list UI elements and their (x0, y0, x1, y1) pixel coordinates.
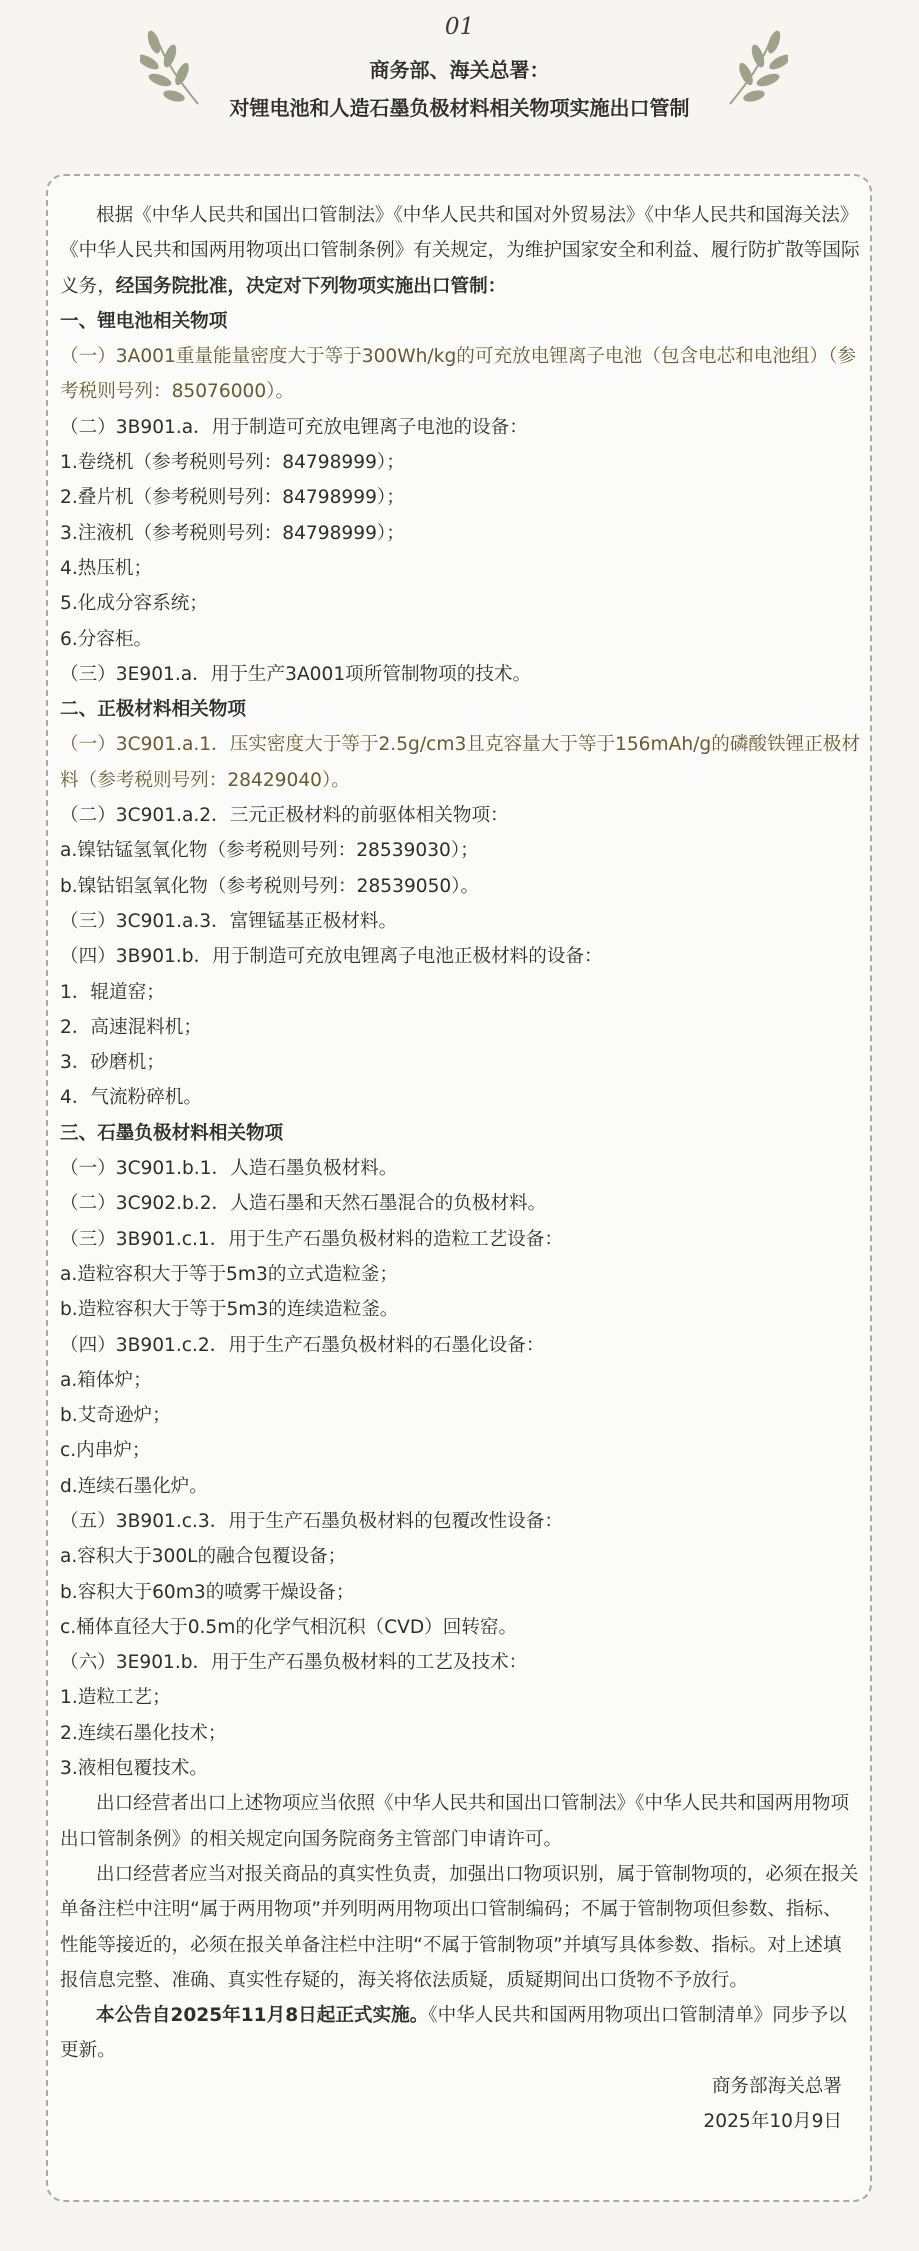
list-update-text: 《中华人民共和国两用物项出口管制清单》同步予以更新。 (60, 2005, 847, 2062)
section-2-item-2: （二）3C901.a.2．三元正极材料的前驱体相关物项： (60, 805, 509, 827)
list-item: c.桶体直径大于0.5m的化学气相沉积（CVD）回转窑。 (60, 1616, 518, 1638)
list-item: 4．气流粉碎机。 (60, 1087, 202, 1109)
customs-paragraph: 出口经营者应当对报关商品的真实性负责，加强出口物项识别，属于管制物项的，必须在报关单备注栏中注明“属于两用物项”并列明两用物项出口管制编码；不属于管制物项但参数、指标、性能等接近的，必须在报关单备注栏中注明“不属于管制物项”并填写具体参数、指标。对上述填报信息完整、准确、真实性存疑的，海关将依法质疑，质疑期间出口货物不予放行。 (60, 1863, 859, 1991)
section-3-title: 三、石墨负极材料相关物项 (60, 1122, 284, 1144)
list-item: 2.叠片机（参考税则号列：84798999）； (60, 487, 405, 509)
section-1-item-2: （二）3B901.a．用于制造可充放电锂离子电池的设备： (60, 416, 528, 438)
list-item: 1.卷绕机（参考税则号列：84798999）； (60, 452, 405, 474)
section-3-item-6: （六）3E901.b．用于生产石墨负极材料的工艺及技术： (60, 1652, 528, 1674)
title-line-2: 对锂电池和人造石墨负极材料相关物项实施出口管制 (229, 96, 690, 120)
section-1-item-1: （一）3A001重量能量密度大于等于300Wh/kg的可充放电锂离子电池（包含电芯和电池组）（参考税则号列：85076000）。 (60, 346, 857, 403)
signature-issuer: 商务部海关总署 (711, 2075, 842, 2097)
announcement-body (60, 198, 860, 2139)
section-3-item-1: （一）3C901.b.1．人造石墨负极材料。 (60, 1158, 398, 1180)
section-3-item-3: （三）3B901.c.1．用于生产石墨负极材料的造粒工艺设备： (60, 1228, 564, 1250)
license-paragraph: 出口经营者出口上述物项应当依照《中华人民共和国出口管制法》《中华人民共和国两用物项出口管制条例》的相关规定向国务院商务主管部门申请许可。 (60, 1793, 850, 1850)
section-2-item-3: （三）3C901.a.3．富锂锰基正极材料。 (60, 910, 398, 932)
list-item: b.容积大于60m3的喷雾干燥设备； (60, 1581, 355, 1603)
effective-paragraph (60, 1998, 860, 2069)
list-item: d.连续石墨化炉。 (60, 1475, 208, 1497)
intro-bold: 经国务院批准，决定对下列物项实施出口管制： (115, 275, 507, 297)
list-item: a.容积大于300L的融合包覆设备； (60, 1546, 347, 1568)
list-item: 5.化成分容系统； (60, 593, 208, 615)
list-item: 6.分容柜。 (60, 628, 153, 650)
list-item: 2.连续石墨化技术； (60, 1722, 227, 1744)
section-1-item-3: （三）3E901.a．用于生产3A001项所管制物项的技术。 (60, 663, 532, 685)
list-item: 1．辊道窑； (60, 981, 165, 1003)
list-item: 2．高速混料机； (60, 1016, 202, 1038)
list-item: c.内串炉； (60, 1440, 151, 1462)
list-item: a.镍钴锰氢氧化物（参考税则号列：28539030）； (60, 840, 479, 862)
section-3-item-2: （二）3C902.b.2．人造石墨和天然石墨混合的负极材料。 (60, 1193, 547, 1215)
section-1-title: 一、锂电池相关物项 (60, 310, 228, 332)
section-number: 01 (444, 14, 475, 40)
section-2-title: 二、正极材料相关物项 (60, 699, 246, 721)
list-item: a.造粒容积大于等于5m3的立式造粒釜； (60, 1263, 398, 1285)
list-item: b.镍钴铝氢氧化物（参考税则号列：28539050）。 (60, 875, 480, 897)
intro-paragraph (60, 198, 860, 304)
list-item: 3.注液机（参考税则号列：84798999）； (60, 522, 405, 544)
header (0, 0, 919, 150)
title-line-1: 商务部、海关总署： (369, 58, 550, 82)
section-3-item-5: （五）3B901.c.3．用于生产石墨负极材料的包覆改性设备： (60, 1510, 564, 1532)
section-2-item-1: （一）3C901.a.1．压实密度大于等于2.5g/cm3且克容量大于等于156mAh/g的磷酸铁锂正极材料（参考税则号列：28429040）。 (60, 734, 860, 791)
list-item: 4.热压机； (60, 557, 153, 579)
list-item: b.艾奇逊炉； (60, 1405, 171, 1427)
list-item: b.造粒容积大于等于5m3的连续造粒釜。 (60, 1299, 399, 1321)
section-3-item-4: （四）3B901.c.2．用于生产石墨负极材料的石墨化设备： (60, 1334, 545, 1356)
section-2-item-4: （四）3B901.b．用于制造可充放电锂离子电池正极材料的设备： (60, 946, 603, 968)
effective-date-text: 本公告自2025年11月8日起正式实施。 (96, 2005, 429, 2027)
signature-date: 2025年10月9日 (703, 2111, 842, 2133)
list-item: 1.造粒工艺； (60, 1687, 171, 1709)
intro-text: 根据《中华人民共和国出口管制法》《中华人民共和国对外贸易法》《中华人民共和国海关法》《中华人民共和国两用物项出口管制条例》有关规定，为维护国家安全和利益、履行防扩散等国际义务， (60, 205, 860, 297)
list-item: a.箱体炉； (60, 1369, 152, 1391)
list-item: 3．砂磨机； (60, 1052, 165, 1074)
list-item: 3.液相包覆技术。 (60, 1758, 208, 1780)
